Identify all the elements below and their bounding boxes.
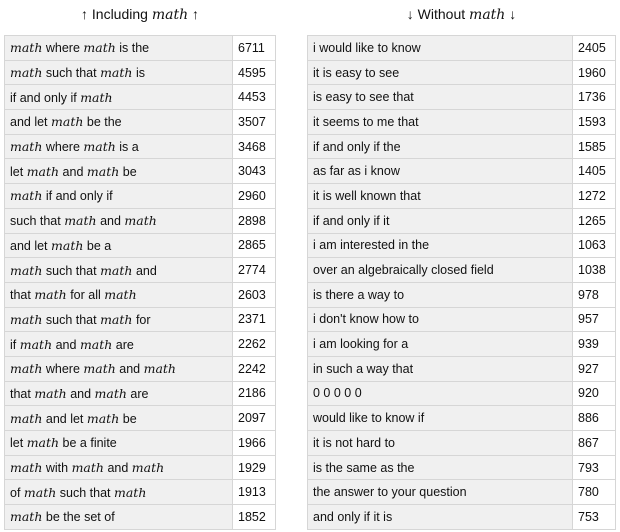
math-token: math xyxy=(10,40,43,56)
table-row xyxy=(308,85,616,110)
count-cell: 920 xyxy=(573,381,616,406)
table-row xyxy=(308,455,616,480)
count-cell: 1038 xyxy=(573,258,616,283)
count-cell: 957 xyxy=(573,307,616,332)
count-cell: 4453 xyxy=(233,85,276,110)
count-cell: 2242 xyxy=(233,356,276,381)
count-cell: 2262 xyxy=(233,332,276,357)
phrase-cell xyxy=(5,282,233,307)
phrase-cell xyxy=(5,110,233,135)
table-row xyxy=(5,159,276,184)
count-cell: 753 xyxy=(573,505,616,530)
math-token: math xyxy=(83,361,116,377)
without-math-table xyxy=(307,35,616,530)
phrase-text: it is easy to see xyxy=(313,65,400,80)
phrase-cell xyxy=(308,36,573,61)
including-math-panel xyxy=(4,0,276,530)
phrase-text: the answer to your question xyxy=(313,485,467,500)
phrase-text: where xyxy=(42,362,84,377)
phrase-text: it is not hard to xyxy=(313,435,395,450)
phrase-text: is there a way to xyxy=(313,287,405,302)
phrase-text: be the set of xyxy=(42,510,115,525)
count-cell: 3507 xyxy=(233,110,276,135)
count-cell: 6711 xyxy=(233,36,276,61)
phrase-cell xyxy=(308,233,573,258)
count-cell: 1405 xyxy=(573,159,616,184)
count-cell: 3043 xyxy=(233,159,276,184)
count-cell: 3468 xyxy=(233,134,276,159)
phrase-cell xyxy=(5,159,233,184)
table-row xyxy=(308,282,616,307)
phrase-cell xyxy=(308,60,573,85)
count-cell: 780 xyxy=(573,480,616,505)
phrase-text: in such a way that xyxy=(313,361,414,376)
count-cell: 886 xyxy=(573,406,616,431)
count-cell: 1929 xyxy=(233,455,276,480)
count-cell: 1265 xyxy=(573,208,616,233)
phrase-cell xyxy=(308,134,573,159)
phrase-text: and let xyxy=(42,411,87,426)
phrase-text: if and only if xyxy=(10,90,81,105)
phrase-cell xyxy=(308,85,573,110)
math-token: math xyxy=(80,89,113,105)
table-row xyxy=(308,184,616,209)
math-token: math xyxy=(64,213,97,229)
count-cell: 2405 xyxy=(573,36,616,61)
heading-prefix: ↓ Without xyxy=(406,6,470,22)
table-row xyxy=(308,159,616,184)
phrase-cell xyxy=(308,406,573,431)
phrase-text: and xyxy=(132,263,157,278)
table-row xyxy=(308,356,616,381)
math-token: math xyxy=(51,114,84,130)
table-row xyxy=(308,307,616,332)
phrase-text: i am looking for a xyxy=(313,337,409,352)
phrase-text: such that xyxy=(42,66,101,81)
table-row xyxy=(5,455,276,480)
math-token: math xyxy=(34,385,67,401)
phrase-text: be xyxy=(119,164,137,179)
phrase-text: i am interested in the xyxy=(313,238,430,253)
phrase-text: as far as i know xyxy=(313,164,400,179)
table-row xyxy=(5,60,276,85)
count-cell: 2898 xyxy=(233,208,276,233)
count-cell: 2603 xyxy=(233,282,276,307)
count-cell: 978 xyxy=(573,282,616,307)
phrase-cell xyxy=(308,332,573,357)
math-token: math xyxy=(10,410,43,426)
math-token: math xyxy=(83,139,116,155)
phrase-cell xyxy=(308,110,573,135)
table-row xyxy=(5,110,276,135)
math-token: math xyxy=(100,65,133,81)
phrase-cell xyxy=(5,480,233,505)
math-token: math xyxy=(104,287,137,303)
phrase-text: such that xyxy=(10,214,65,229)
heading-math: math xyxy=(151,7,189,23)
table-row xyxy=(308,381,616,406)
count-cell: 867 xyxy=(573,431,616,456)
count-cell: 927 xyxy=(573,356,616,381)
table-row xyxy=(308,134,616,159)
count-cell: 1593 xyxy=(573,110,616,135)
phrase-text: would like to know if xyxy=(313,411,425,426)
phrase-text: and let xyxy=(10,115,52,130)
phrase-cell xyxy=(5,233,233,258)
count-cell: 1736 xyxy=(573,85,616,110)
count-cell: 2371 xyxy=(233,307,276,332)
phrase-cell xyxy=(5,381,233,406)
phrase-text: and only if it is xyxy=(313,509,393,524)
phrase-text: such that xyxy=(42,263,101,278)
phrase-cell xyxy=(308,505,573,530)
count-cell: 1960 xyxy=(573,60,616,85)
table-row xyxy=(308,208,616,233)
math-token: math xyxy=(79,336,113,352)
table-row xyxy=(308,110,616,135)
phrase-cell xyxy=(5,208,233,233)
count-cell: 1913 xyxy=(233,480,276,505)
phrase-cell xyxy=(5,60,233,85)
math-token: math xyxy=(10,361,43,377)
heading-suffix: ↑ xyxy=(188,6,199,22)
phrase-text: is easy to see that xyxy=(313,90,414,105)
phrase-text: such that xyxy=(42,312,101,327)
phrase-cell xyxy=(308,159,573,184)
count-cell: 2186 xyxy=(233,381,276,406)
phrase-text: and xyxy=(59,164,87,179)
math-token: math xyxy=(10,460,43,476)
table-row xyxy=(308,233,616,258)
math-token: math xyxy=(113,484,147,500)
phrase-cell xyxy=(5,505,233,530)
math-token: math xyxy=(10,139,43,155)
math-token: math xyxy=(100,262,133,278)
phrase-text: and xyxy=(103,461,132,476)
phrase-text: is a xyxy=(115,140,139,155)
phrase-cell xyxy=(308,258,573,283)
math-token: math xyxy=(71,460,104,476)
heading-suffix: ↓ xyxy=(505,6,517,22)
phrase-cell xyxy=(5,307,233,332)
phrase-text: i don't know how to xyxy=(313,312,419,327)
phrase-text: it is well known that xyxy=(313,188,421,203)
count-cell: 1852 xyxy=(233,505,276,530)
table-row xyxy=(5,332,276,357)
phrase-text: that xyxy=(10,386,35,401)
phrase-text: is xyxy=(132,66,145,81)
table-row xyxy=(5,85,276,110)
phrase-text: for all xyxy=(66,288,105,303)
math-token: math xyxy=(10,188,43,204)
phrase-text: and let xyxy=(10,238,52,253)
math-token: math xyxy=(26,163,60,179)
phrase-text: 0 0 0 0 0 xyxy=(313,386,362,401)
table-row xyxy=(5,184,276,209)
phrase-cell xyxy=(308,184,573,209)
without-math-heading xyxy=(307,0,616,30)
math-token: math xyxy=(10,65,43,81)
count-cell: 1585 xyxy=(573,134,616,159)
phrase-cell xyxy=(5,36,233,61)
phrase-cell xyxy=(5,431,233,456)
phrase-text: be xyxy=(119,411,137,426)
phrase-text: and xyxy=(66,386,95,401)
table-row xyxy=(308,480,616,505)
count-cell: 2865 xyxy=(233,233,276,258)
count-cell: 2097 xyxy=(233,406,276,431)
count-cell: 793 xyxy=(573,455,616,480)
table-row xyxy=(308,431,616,456)
phrase-cell xyxy=(5,184,233,209)
table-row xyxy=(308,60,616,85)
phrase-text: such that xyxy=(56,485,114,500)
phrase-cell xyxy=(308,381,573,406)
math-token: math xyxy=(143,361,176,377)
phrase-text: where xyxy=(42,140,84,155)
phrase-text: i would like to know xyxy=(313,40,421,55)
phrase-text: over an algebraically closed field xyxy=(313,263,494,278)
math-token: math xyxy=(124,213,157,229)
including-math-table xyxy=(4,35,276,530)
phrase-cell xyxy=(5,356,233,381)
without-math-panel xyxy=(307,0,616,530)
count-cell: 1272 xyxy=(573,184,616,209)
heading-math: math xyxy=(469,7,506,23)
math-token: math xyxy=(86,163,120,179)
phrase-text: for xyxy=(132,312,151,327)
table-row xyxy=(5,282,276,307)
math-token: math xyxy=(94,385,127,401)
table-row xyxy=(308,36,616,61)
phrase-text: that xyxy=(10,288,35,303)
phrase-text: and xyxy=(96,214,125,229)
phrase-cell xyxy=(308,455,573,480)
count-cell: 4595 xyxy=(233,60,276,85)
table-row xyxy=(5,134,276,159)
phrase-text: are xyxy=(126,386,149,401)
phrase-text: with xyxy=(42,461,72,476)
phrase-text: if xyxy=(10,337,20,352)
phrase-text: and xyxy=(52,337,80,352)
table-row xyxy=(5,233,276,258)
count-cell: 2960 xyxy=(233,184,276,209)
table-row xyxy=(308,505,616,530)
table-row xyxy=(5,505,276,530)
phrase-cell xyxy=(308,282,573,307)
phrase-cell xyxy=(308,431,573,456)
table-row xyxy=(5,406,276,431)
count-cell: 1063 xyxy=(573,233,616,258)
phrase-text: if and only if it xyxy=(313,213,390,228)
math-token: math xyxy=(51,237,84,253)
phrase-text: and xyxy=(115,362,144,377)
math-token: math xyxy=(23,484,57,500)
phrase-text: let xyxy=(10,436,27,451)
table-row xyxy=(5,356,276,381)
math-token: math xyxy=(86,410,120,426)
math-token: math xyxy=(19,336,53,352)
math-token: math xyxy=(10,311,43,327)
count-cell: 1966 xyxy=(233,431,276,456)
math-token: math xyxy=(83,40,116,56)
math-token: math xyxy=(34,287,67,303)
math-token: math xyxy=(131,460,165,476)
phrase-text: of xyxy=(10,485,24,500)
phrase-cell xyxy=(308,307,573,332)
phrase-text: are xyxy=(112,337,134,352)
phrase-cell xyxy=(5,85,233,110)
table-row xyxy=(5,431,276,456)
phrase-text: where xyxy=(42,41,84,56)
phrase-cell xyxy=(5,134,233,159)
math-token: math xyxy=(100,311,133,327)
phrase-cell xyxy=(308,208,573,233)
math-token: math xyxy=(10,262,43,278)
table-row xyxy=(308,406,616,431)
phrase-text: it seems to me that xyxy=(313,114,419,129)
phrase-text: be a finite xyxy=(59,436,117,451)
table-row xyxy=(5,258,276,283)
phrase-cell xyxy=(308,356,573,381)
table-row xyxy=(5,307,276,332)
phrase-text: be the xyxy=(83,115,122,130)
phrase-cell xyxy=(5,406,233,431)
heading-prefix: ↑ Including xyxy=(81,6,152,22)
math-token: math xyxy=(26,435,60,451)
table-row xyxy=(308,258,616,283)
phrase-text: if and only if xyxy=(42,189,113,204)
count-cell: 2774 xyxy=(233,258,276,283)
phrase-cell xyxy=(5,258,233,283)
math-token: math xyxy=(10,509,43,525)
table-row xyxy=(5,36,276,61)
phrase-text: is the same as the xyxy=(313,460,415,475)
phrase-cell xyxy=(308,480,573,505)
including-math-heading xyxy=(4,0,276,30)
phrase-cell xyxy=(5,455,233,480)
table-row xyxy=(5,381,276,406)
phrase-text: be a xyxy=(83,238,112,253)
count-cell: 939 xyxy=(573,332,616,357)
phrase-text: let xyxy=(10,164,27,179)
table-row xyxy=(308,332,616,357)
phrase-text: if and only if the xyxy=(313,139,401,154)
phrase-text: is the xyxy=(115,41,150,56)
table-row xyxy=(5,208,276,233)
table-row xyxy=(5,480,276,505)
phrase-cell xyxy=(5,332,233,357)
